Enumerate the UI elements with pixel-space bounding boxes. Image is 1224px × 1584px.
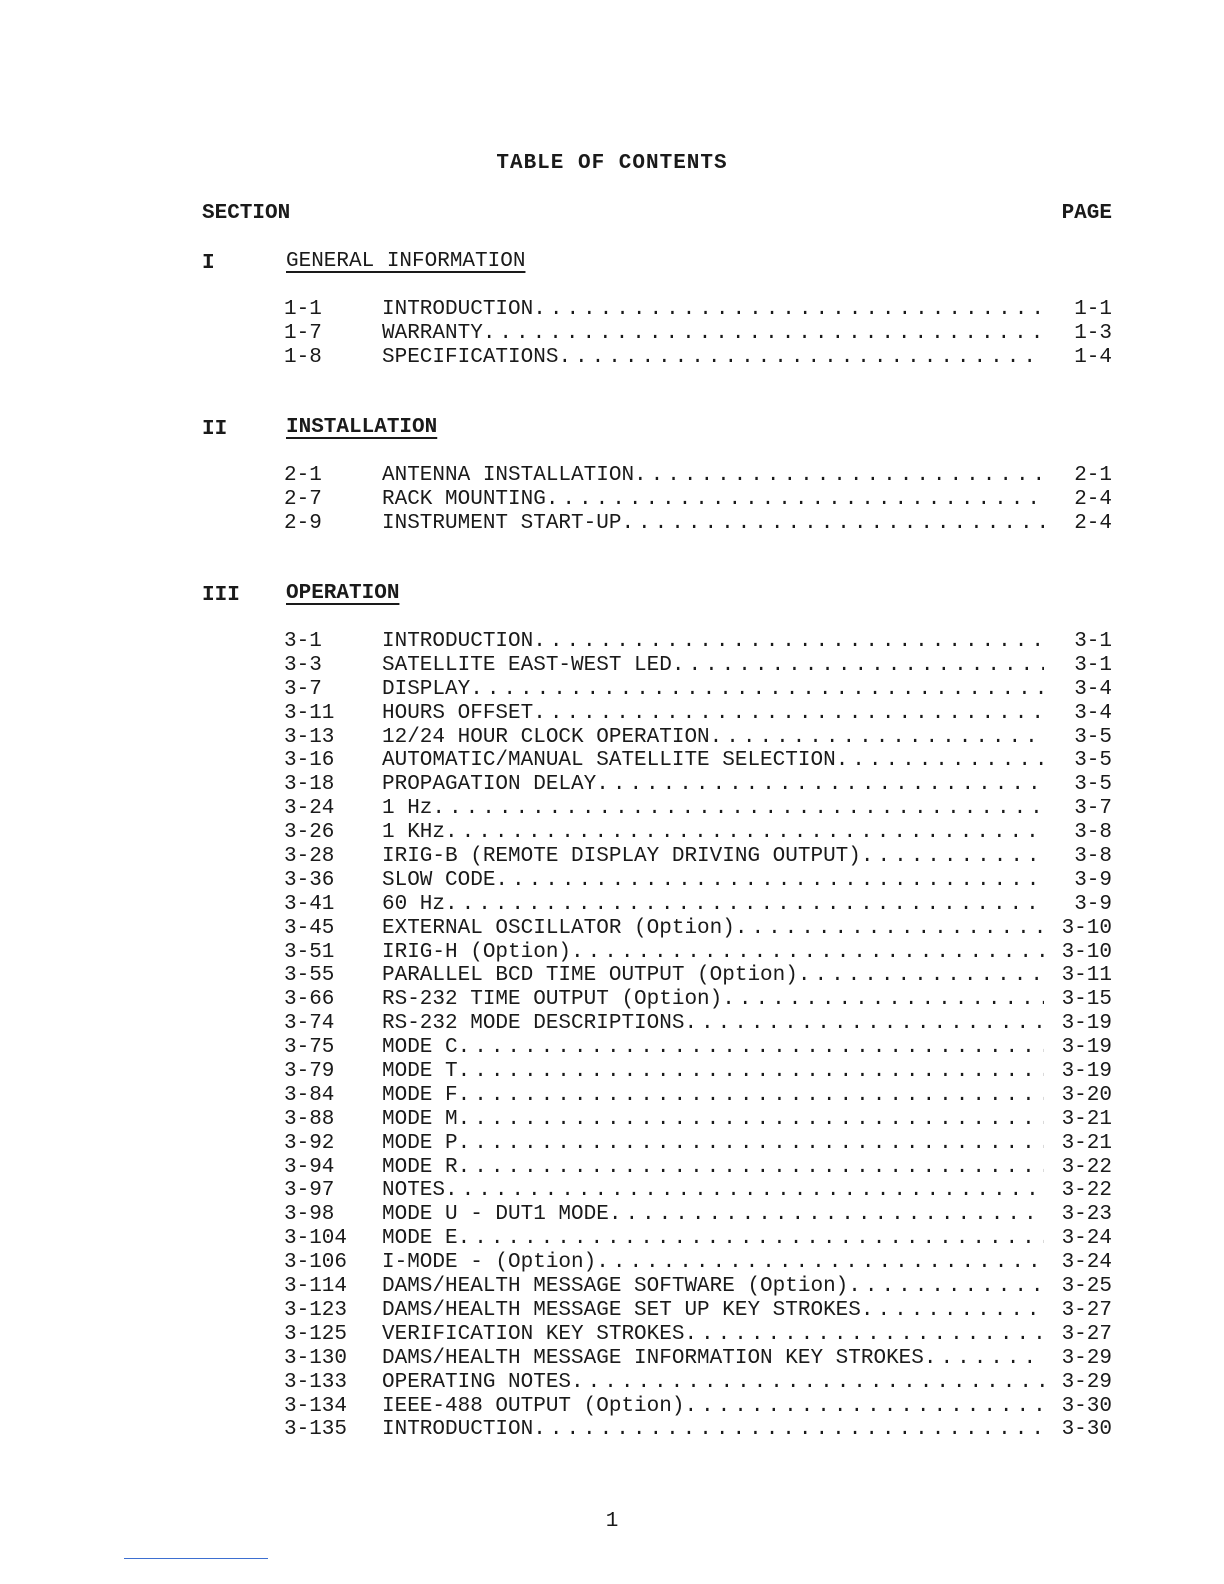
entry-page-number: 3-10	[1061, 916, 1112, 940]
toc-entries	[284, 630, 1112, 1442]
entry-title: INTRODUCTION . . .	[382, 630, 1044, 654]
entry-page-number: 3-8	[1074, 821, 1112, 845]
entry-title: 60 Hz . . .	[382, 893, 1044, 917]
entry-page-number: 2-4	[1074, 487, 1112, 511]
entry-title: MODE E . . .	[382, 1227, 1044, 1251]
entry-page-number: 3-9	[1074, 892, 1112, 916]
toc-entry	[284, 1395, 1112, 1419]
entry-paragraph-number: 3-18	[284, 773, 335, 797]
entry-paragraph-number: 3-55	[284, 964, 335, 988]
toc-entry	[284, 1371, 1112, 1395]
entry-paragraph-number: 1-7	[284, 321, 322, 345]
toc-entry	[284, 464, 1112, 488]
toc-entry	[284, 749, 1112, 773]
toc-entry	[284, 869, 1112, 893]
entry-paragraph-number: 3-7	[284, 677, 322, 701]
entry-paragraph-number: 3-36	[284, 868, 335, 892]
entry-title: IRIG-H (Option) . . .	[382, 941, 1044, 965]
toc-entry	[284, 1227, 1112, 1251]
entry-page-number: 2-1	[1074, 464, 1112, 487]
entry-paragraph-number: 3-66	[284, 988, 335, 1012]
section-number: I	[202, 252, 215, 275]
entry-paragraph-number: 3-28	[284, 845, 335, 869]
entry-title: RACK MOUNTING . . .	[382, 488, 1044, 512]
section-title: GENERAL INFORMATION	[286, 250, 526, 273]
entry-title: RS-232 MODE DESCRIPTIONS . . .	[382, 1012, 1044, 1036]
toc-entry	[284, 941, 1112, 965]
entry-page-number: 3-7	[1074, 797, 1112, 821]
entry-title: INTRODUCTION . . .	[382, 298, 1044, 322]
entry-paragraph-number: 3-123	[284, 1298, 348, 1322]
toc-entry	[284, 845, 1112, 869]
entry-page-number: 3-15	[1061, 988, 1112, 1012]
toc-entry	[284, 1084, 1112, 1108]
toc-entry	[284, 797, 1112, 821]
entry-page-number: 3-30	[1061, 1418, 1112, 1442]
toc-entry	[284, 1132, 1112, 1156]
entry-title: RS-232 TIME OUTPUT (Option) . . .	[382, 988, 1044, 1012]
entry-title: PROPAGATION DELAY . . .	[382, 773, 1044, 797]
entry-page-number: 3-11	[1061, 964, 1112, 988]
footnote-rule	[124, 1558, 268, 1559]
entry-paragraph-number: 3-24	[284, 797, 335, 821]
toc-entry	[284, 964, 1112, 988]
entry-paragraph-number: 3-130	[284, 1346, 348, 1370]
page-title: TABLE OF CONTENTS	[496, 152, 728, 175]
entry-paragraph-number: 3-92	[284, 1131, 335, 1155]
entry-title: HOURS OFFSET . . .	[382, 702, 1044, 726]
entry-paragraph-number: 3-98	[284, 1203, 335, 1227]
entry-paragraph-number: 3-11	[284, 701, 335, 725]
toc-entry	[284, 1060, 1112, 1084]
toc-entry	[284, 654, 1112, 678]
toc-entry	[284, 512, 1112, 536]
entry-title: DAMS/HEALTH MESSAGE SOFTWARE (Option) . . .	[382, 1275, 1044, 1299]
entry-page-number: 1-4	[1074, 345, 1112, 369]
entry-title: IRIG-B (REMOTE DISPLAY DRIVING OUTPUT) . . .	[382, 845, 1044, 869]
entry-title: SPECIFICATIONS . . .	[382, 346, 1044, 370]
entry-paragraph-number: 3-125	[284, 1322, 348, 1346]
entry-paragraph-number: 3-1	[284, 630, 322, 653]
entry-title: MODE P . . .	[382, 1132, 1044, 1156]
toc-entry	[284, 1347, 1112, 1371]
entry-page-number: 3-9	[1074, 868, 1112, 892]
entry-title: IEEE-488 OUTPUT (Option) . . .	[382, 1395, 1044, 1419]
toc-entry	[284, 346, 1112, 370]
toc-entry	[284, 821, 1112, 845]
toc-entries	[284, 298, 1112, 370]
entry-title: MODE T . . .	[382, 1060, 1044, 1084]
entry-paragraph-number: 3-114	[284, 1275, 348, 1299]
toc-entry	[284, 1275, 1112, 1299]
entry-title: DAMS/HEALTH MESSAGE SET UP KEY STROKES . . .	[382, 1299, 1044, 1323]
entry-title: NOTES . . .	[382, 1179, 1044, 1203]
toc-entry	[284, 488, 1112, 512]
entry-paragraph-number: 3-41	[284, 892, 335, 916]
entry-page-number: 3-1	[1074, 630, 1112, 653]
entry-title: MODE F . . .	[382, 1084, 1044, 1108]
entry-paragraph-number: 3-51	[284, 940, 335, 964]
entry-title: AUTOMATIC/MANUAL SATELLITE SELECTION . . .	[382, 749, 1044, 773]
entry-paragraph-number: 3-16	[284, 749, 335, 773]
toc-entries	[284, 464, 1112, 536]
entry-page-number: 3-10	[1061, 940, 1112, 964]
entry-title: DISPLAY . . .	[382, 678, 1044, 702]
section-number: III	[202, 584, 240, 607]
entry-paragraph-number: 3-106	[284, 1251, 348, 1275]
entry-paragraph-number: 3-133	[284, 1370, 348, 1394]
toc-entry	[284, 298, 1112, 322]
entry-page-number: 3-30	[1061, 1394, 1112, 1418]
entry-paragraph-number: 3-75	[284, 1036, 335, 1060]
entry-paragraph-number: 3-97	[284, 1179, 335, 1203]
entry-paragraph-number: 2-7	[284, 487, 322, 511]
section-title: OPERATION	[286, 582, 400, 605]
entry-page-number: 3-19	[1061, 1036, 1112, 1060]
entry-page-number: 3-27	[1061, 1298, 1112, 1322]
entry-title: ANTENNA INSTALLATION . . .	[382, 464, 1044, 488]
entry-title: SLOW CODE . . .	[382, 869, 1044, 893]
entry-paragraph-number: 1-8	[284, 345, 322, 369]
entry-title: DAMS/HEALTH MESSAGE INFORMATION KEY STROKES . . .	[382, 1347, 1044, 1371]
entry-paragraph-number: 2-9	[284, 511, 322, 535]
toc-entry	[284, 1108, 1112, 1132]
toc-entry	[284, 1323, 1112, 1347]
toc-entry	[284, 678, 1112, 702]
entry-page-number: 3-21	[1061, 1107, 1112, 1131]
toc-entry	[284, 773, 1112, 797]
entry-page-number: 3-4	[1074, 701, 1112, 725]
page-column-header: PAGE	[1061, 202, 1112, 225]
section-title: INSTALLATION	[286, 416, 438, 439]
entry-paragraph-number: 3-3	[284, 653, 322, 677]
entry-title: EXTERNAL OSCILLATOR (Option) . . .	[382, 917, 1044, 941]
toc-entry	[284, 322, 1112, 346]
toc-entry	[284, 1299, 1112, 1323]
entry-page-number: 3-20	[1061, 1083, 1112, 1107]
section-number: II	[202, 418, 228, 441]
entry-title: MODE U - DUT1 MODE . . .	[382, 1203, 1044, 1227]
entry-title: SATELLITE EAST-WEST LED . . .	[382, 654, 1044, 678]
entry-page-number: 2-4	[1074, 511, 1112, 535]
entry-title: MODE C . . .	[382, 1036, 1044, 1060]
toc-entry	[284, 988, 1112, 1012]
entry-page-number: 3-27	[1061, 1322, 1112, 1346]
entry-title: INSTRUMENT START-UP . . .	[382, 512, 1044, 536]
section-column-header: SECTION	[202, 202, 291, 225]
entry-page-number: 3-5	[1074, 773, 1112, 797]
entry-page-number: 1-1	[1074, 298, 1112, 321]
toc-entry	[284, 893, 1112, 917]
toc-entry	[284, 1012, 1112, 1036]
entry-paragraph-number: 3-135	[284, 1418, 348, 1442]
entry-title: MODE M . . .	[382, 1108, 1044, 1132]
entry-title: I-MODE - (Option) . . .	[382, 1251, 1044, 1275]
entry-paragraph-number: 3-94	[284, 1155, 335, 1179]
entry-paragraph-number: 3-45	[284, 916, 335, 940]
entry-title: 1 Hz . . .	[382, 797, 1044, 821]
entry-paragraph-number: 3-74	[284, 1012, 335, 1036]
entry-title: INTRODUCTION . . .	[382, 1418, 1044, 1442]
toc-entry	[284, 917, 1112, 941]
entry-title: PARALLEL BCD TIME OUTPUT (Option) . . .	[382, 964, 1044, 988]
entry-paragraph-number: 2-1	[284, 464, 322, 487]
entry-title: 12/24 HOUR CLOCK OPERATION . . .	[382, 726, 1044, 750]
entry-paragraph-number: 3-84	[284, 1083, 335, 1107]
entry-paragraph-number: 3-26	[284, 821, 335, 845]
entry-title: WARRANTY . . .	[382, 322, 1044, 346]
entry-title: VERIFICATION KEY STROKES . . .	[382, 1323, 1044, 1347]
page-number: 1	[605, 1510, 619, 1533]
entry-page-number: 3-1	[1074, 653, 1112, 677]
toc-entry	[284, 1203, 1112, 1227]
entry-paragraph-number: 1-1	[284, 298, 322, 321]
entry-paragraph-number: 3-79	[284, 1060, 335, 1084]
entry-page-number: 3-29	[1061, 1346, 1112, 1370]
entry-paragraph-number: 3-13	[284, 725, 335, 749]
entry-page-number: 3-8	[1074, 845, 1112, 869]
entry-page-number: 3-24	[1061, 1251, 1112, 1275]
entry-title: OPERATING NOTES . . .	[382, 1371, 1044, 1395]
entry-page-number: 3-5	[1074, 725, 1112, 749]
entry-paragraph-number: 3-104	[284, 1227, 348, 1251]
entry-page-number: 3-21	[1061, 1131, 1112, 1155]
entry-page-number: 3-24	[1061, 1227, 1112, 1251]
entry-page-number: 3-19	[1061, 1012, 1112, 1036]
entry-page-number: 3-4	[1074, 677, 1112, 701]
entry-page-number: 3-29	[1061, 1370, 1112, 1394]
toc-entry	[284, 702, 1112, 726]
entry-page-number: 3-5	[1074, 749, 1112, 773]
toc-entry	[284, 1156, 1112, 1180]
toc-entry	[284, 1179, 1112, 1203]
entry-page-number: 3-22	[1061, 1155, 1112, 1179]
entry-page-number: 3-23	[1061, 1203, 1112, 1227]
entry-page-number: 1-3	[1074, 321, 1112, 345]
entry-paragraph-number: 3-134	[284, 1394, 348, 1418]
entry-page-number: 3-22	[1061, 1179, 1112, 1203]
entry-paragraph-number: 3-88	[284, 1107, 335, 1131]
entry-title: MODE R . . .	[382, 1156, 1044, 1180]
toc-entry	[284, 1036, 1112, 1060]
toc-entry	[284, 1418, 1112, 1442]
toc-entry	[284, 630, 1112, 654]
entry-page-number: 3-19	[1061, 1060, 1112, 1084]
toc-entry	[284, 726, 1112, 750]
toc-entry	[284, 1251, 1112, 1275]
entry-title: 1 KHz . . .	[382, 821, 1044, 845]
entry-page-number: 3-25	[1061, 1275, 1112, 1299]
